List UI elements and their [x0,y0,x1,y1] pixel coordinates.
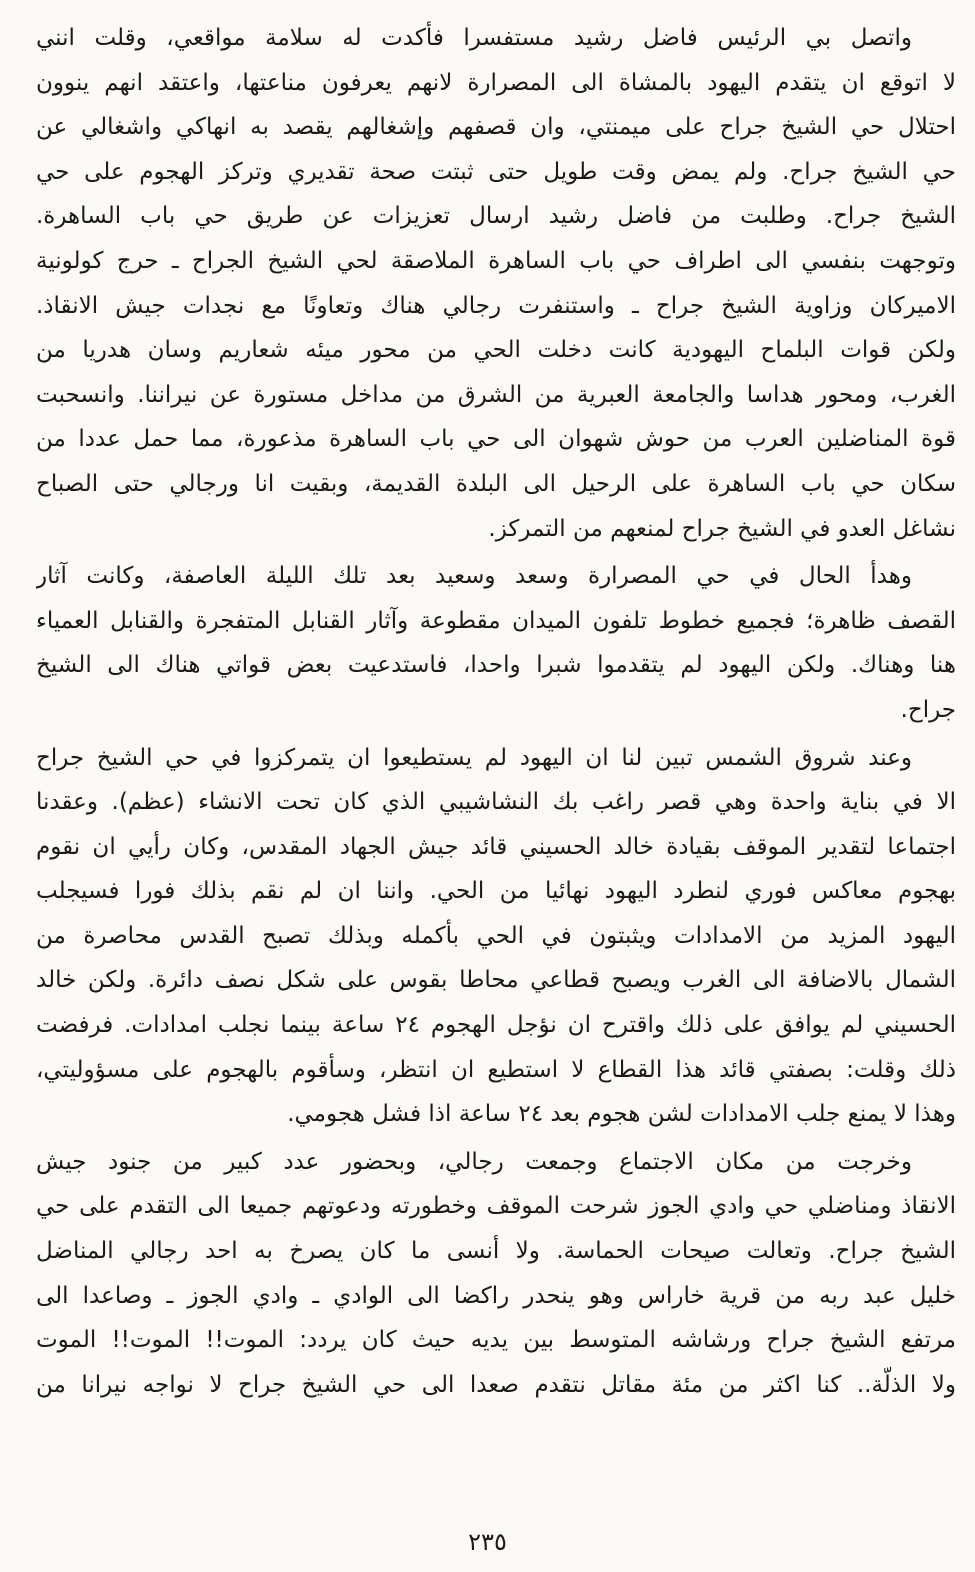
text-line: مرتفع الشيخ جراح ورشاشه المتوسط بين يديه حيث كان يردد: الموت!! الموت!! الموت [36,1327,956,1354]
paragraph [36,16,956,551]
text-line: الحسيني لم يوافق على ذلك واقترح ان نؤجل الهجوم ٢٤ ساعة بينما نجلب امدادات. فرفضت [36,1012,956,1039]
text-line: وتوجهت بنفسي الى اطراف حي باب الساهرة الملاصقة لحي الشيخ الجراح ـ حرج كولونية [36,247,956,274]
page-number: ٢٣٥ [468,1528,507,1556]
text-line: الا في بناية واحدة وهي قصر راغب بك النشاشيبي الذي كان تحت الانشاء (عظم). وعقدنا [36,789,956,816]
text-line: الشمال بالاضافة الى الغرب ويصبح قطاعي محاطا بقوس على شكل نصف دائرة. ولكن خالد [36,967,956,994]
book-page-text [36,16,956,1410]
text-line: بهجوم معاكس فوري لنطرد اليهود نهائيا من الحي. واننا ان لم نقم بذلك فورا فسيجلب [36,878,956,905]
text-line: جراح. [900,696,956,723]
text-line: الاميركان وزاوية الشيخ جراح ـ واستنفرت رجالي هناك وتعاونًا مع نجدات جيش الانقاذ. [36,292,956,319]
paragraph [36,554,956,732]
text-line: ولا الذلّة.. كنا اكثر من مئة مقاتل نتقدم صعدا الى حي الشيخ جراح لا نواجه نيرانا من [36,1371,956,1398]
paragraph [36,1140,956,1408]
text-line: واتصل بي الرئيس فاضل رشيد مستفسرا فأكدت له سلامة مواقعي، وقلت انني [36,25,912,51]
text-line: ولكن قوات البلماح اليهودية كانت دخلت الحي من محور ميئه شعاريم وسان هدريا من [36,337,956,364]
text-line: لا اتوقع ان يتقدم اليهود بالمشاة الى المصرارة لانهم يعرفون مناعتها، واعتقد انهم ينوون [36,69,956,96]
text-line: سكان حي باب الساهرة على الرحيل الى البلدة القديمة، وبقيت انا ورجالي حتى الصباح [36,470,956,497]
text-line: الانقاذ ومناضلي حي وادي الجوز شرحت الموقف وخطورته ودعوتهم جميعا الى التقدم على حي [36,1193,956,1220]
text-line: الشيخ جراح. وتعالت صيحات الحماسة. ولا أنسى ما كان يصرخ به احد رجالي المناضل [36,1238,956,1265]
text-line: خليل عبد ربه من قرية خاراس وهو ينحدر راكضا الى الوادي ـ وادي الجوز ـ وصاعدا الى [36,1282,956,1309]
text-line: وهدأ الحال في حي المصرارة وسعد وسعيد بعد تلك الليلة العاصفة، وكانت آثار [36,563,912,590]
text-line: القصف ظاهرة؛ فجميع خطوط تلفون الميدان مقطوعة وآثار القنابل المتفجرة والقنابل العمياء [36,607,956,634]
text-line: اليهود المزيد من الامدادات ويثبتون في الحي بأكمله وبذلك تصبح القدس محاصرة من [36,922,956,949]
paragraph [36,736,956,1137]
text-line: الشيخ جراح. وطلبت من فاضل رشيد ارسال تعزيزات عن طريق حي باب الساهرة. [36,203,956,230]
text-line: وخرجت من مكان الاجتماع وجمعت رجالي، وبحضور عدد كبير من جنود جيش [36,1148,912,1175]
text-line: نشاغل العدو في الشيخ جراح لمنعهم من التمركز. [488,515,956,542]
text-line: ذلك وقلت: بصفتي قائد هذا القطاع لا استطيع ان انتظر، وسأقوم بالهجوم على مسؤوليتي، [36,1056,956,1083]
text-line: الغرب، ومحور هداسا والجامعة العبرية من الشرق من مداخل مستورة عن نيراننا. وانسحبت [36,381,956,408]
text-line: قوة المناضلين العرب من حوش شهوان الى حي باب الساهرة مذعورة، مما حمل عددا من [36,426,956,453]
text-line: وعند شروق الشمس تبين لنا ان اليهود لم يستطيعوا ان يتمركزوا في حي الشيخ جراح [36,744,912,771]
text-line: حي الشيخ جراح. ولم يمض وقت طويل حتى ثبتت صحة تقديري وتركز الهجوم على حي [36,158,956,185]
text-line: احتلال حي الشيخ جراح على ميمنتي، وان قصفهم وإشغالهم يقصد به انهاكي واشغالي عن [36,114,956,141]
text-line: هنا وهناك. ولكن اليهود لم يتقدموا شبرا واحدا، فاستدعيت بعض قواتي هناك الى الشيخ [36,652,956,679]
text-line: اجتماعا لتقدير الموقف بقيادة خالد الحسيني قائد جيش الجهاد المقدس، وكان رأيي ان نقوم [36,833,956,860]
text-line: وهذا لا يمنع جلب الامدادات لشن هجوم بعد ٢٤ ساعة اذا فشل هجومي. [287,1101,956,1128]
